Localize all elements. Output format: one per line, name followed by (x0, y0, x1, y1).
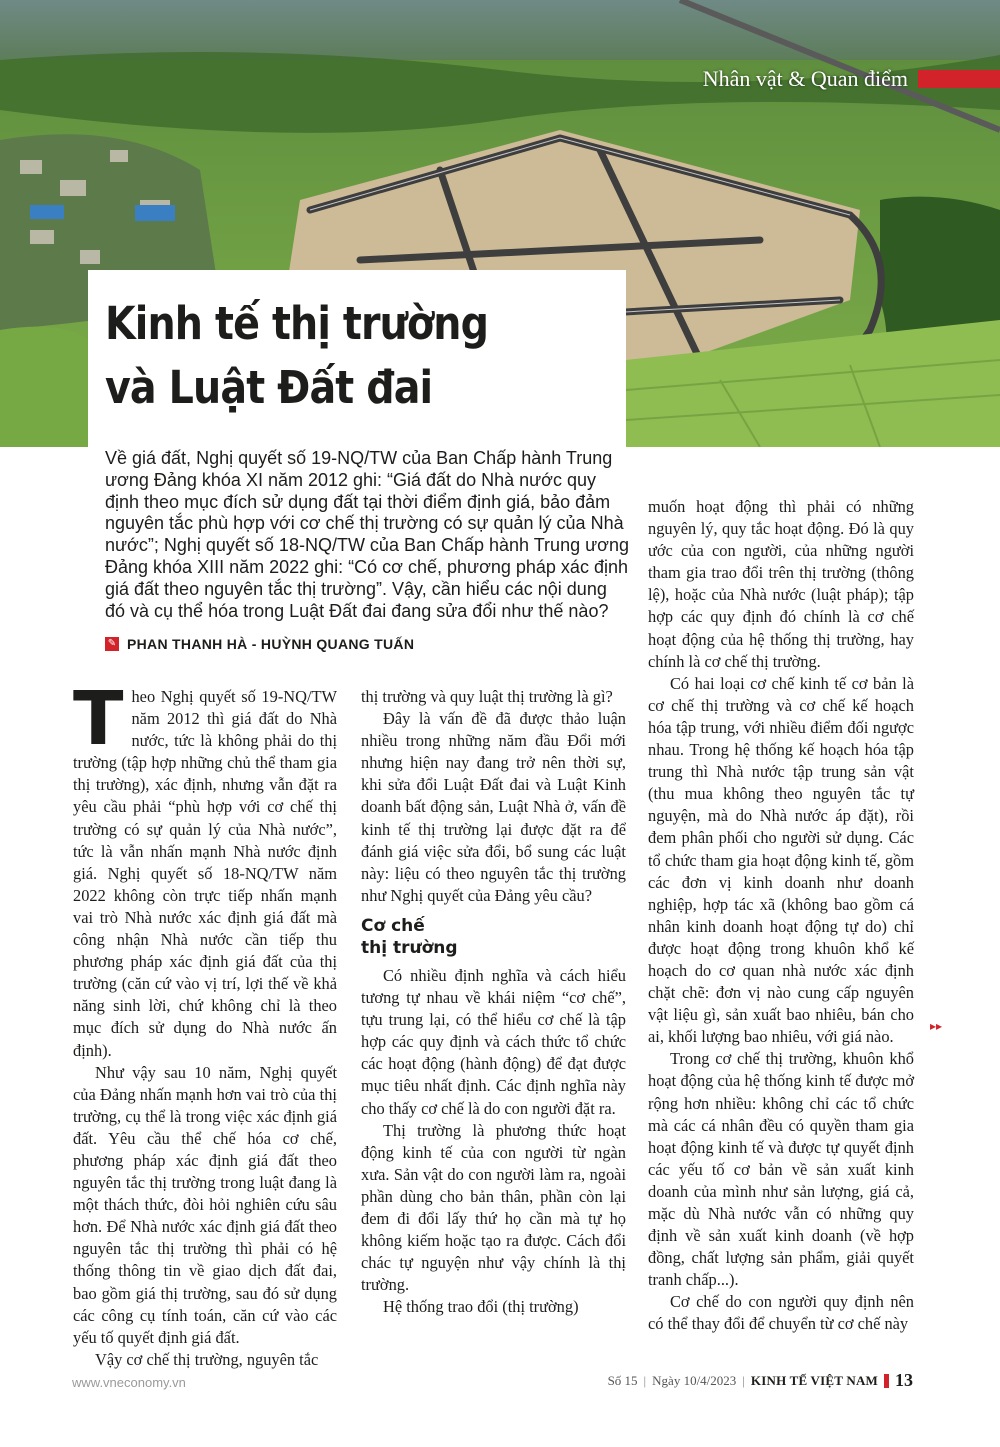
pen-icon: ✎ (105, 637, 119, 651)
article-title-line-2: và Luật Đất đai (105, 361, 433, 414)
footer-separator: | (742, 1372, 745, 1388)
article-title (105, 292, 488, 420)
paragraph: Thị trường là phương thức hoạt động kinh tế của con người từ ngàn xưa. Sản vật do con người làm ra, ngoài phần dùng cho bản thân, phần còn lại đem đi đổi lấy thứ họ cần mà tự họ không kiếm hoặc tạo ra được. Cách đổi chác tự nguyện như vậy chính là thị trường. (361, 1120, 626, 1295)
continue-arrow-icon: ▸▸ (930, 1019, 943, 1033)
section-tag-label: Nhân vật & Quan điểm (702, 66, 908, 91)
paragraph: Như vậy sau 10 năm, Nghị quyết của Đảng nhấn mạnh hơn vai trò của thị trường, cụ thể là trong việc xác định giá đất. Yêu cầu thể chế hóa cơ chế, phương pháp xác định giá đất theo nguyên tắc thị trường trong luật đang là một thách thức, đòi hỏi nghiên cứu sâu hơn. Để Nhà nước xác định giá đất theo nguyên tắc thị trường thì phải có hệ thống thông tin về giao dịch đất đai, bao gồm giá thị trường, sau đó sử dụng các công cụ tính toán, căn cứ vào các yếu tố quyết định giá đất. (73, 1062, 337, 1347)
page-number: 13 (895, 1370, 913, 1390)
subheading-line-2: thị trường (361, 937, 458, 958)
paragraph: Cơ chế do con người quy định nên có thể thay đổi để chuyển từ cơ chế này (648, 1292, 914, 1334)
byline-authors: PHAN THANH HÀ - HUỲNH QUANG TUẤN (127, 636, 415, 652)
paragraph: Có hai loại cơ chế kinh tế cơ bản là cơ chế thị trường và cơ chế kế hoạch hóa tập trung, với nhiều điểm đối ngược nhau. Trong hệ thống kế hoạch hóa tập trung thì Nhà nước tập trung sản vật (thu mua không theo nguyên tắc tự nguyện, mà do Nhà nước áp đặt), rồi đem phân phối cho người sử dụng. Các tổ chức tham gia hoạt động kinh tế, gồm các đơn vị kinh doanh như doanh nghiệp, hợp tác xã (không bao gồm cá nhân kinh doanh hoạt động tự do) chỉ được hoạt động trong khuôn khổ kế hoạch do cơ quan nhà nước xác định chặt chẽ: đơn vị nào cung cấp nguyên vật liệu gì, sản xuất bao nhiêu, bán cho ai, khối lượng bao nhiêu, với giá nào. (648, 673, 914, 1047)
subheading-line-1: Cơ chế (361, 915, 425, 936)
article-lead: Về giá đất, Nghị quyết số 19-NQ/TW của Ban Chấp hành Trung ương Đảng khóa XI năm 2012 ghi: “Giá đất do Nhà nước quy định theo mục đích sử dụng đất tại thời điểm định giá, bảo đảm nguyên tắc phù hợp với cơ chế thị trường có sự quản lý của Nhà nước”; Nghị quyết số 18-NQ/TW của Ban Chấp hành Trung ương Đảng khóa XIII năm 2022 ghi: “Có cơ chế, phương pháp xác định giá đất theo nguyên tắc thị trường”. Vậy, cần hiểu các nội dung đó và cụ thể hóa trong Luật Đất đai đang sửa đổi như thế nào? (105, 448, 629, 621)
footer-separator: | (643, 1372, 647, 1388)
paragraph: Vậy cơ chế thị trường, nguyên tắc (95, 1349, 319, 1369)
paragraph: Trong cơ chế thị trường, khuôn khổ hoạt động của hệ thống kinh tế được mở rộng hơn nhiều: không chỉ các tổ chức mà các cá nhân đều có quyền tham gia hoạt động kinh tế và được tự quyết định các yếu tố cơ bản về sản xuất kinh doanh của mình như sản lượng, giá cả, mặc dù Nhà nước vẫn có những quy định về sản xuất kinh doanh (về hợp đồng, chất lượng sản phẩm, giải quyết tranh chấp...). (648, 1049, 914, 1290)
section-tag-red-bar (918, 70, 1000, 88)
footer-magazine: KINH TẾ VIỆT NAM (750, 1372, 878, 1388)
footer-issue: Số 15 (607, 1372, 638, 1388)
subheading (361, 915, 626, 959)
byline (105, 636, 414, 652)
paragraph (73, 676, 337, 1062)
drop-cap: T (73, 676, 124, 762)
paragraph: Có nhiều định nghĩa và cách hiểu tương tự nhau về khái niệm “cơ chế”, tựu trung lại, có thể hiểu cơ chế là tập hợp các quy định và cách thức tổ chức các hoạt động (hành động) để đạt được mục tiêu nhất định. Các định nghĩa này cho thấy cơ chế là do con người đặt ra. (361, 965, 626, 1118)
footer-red-bar (884, 1374, 889, 1388)
paragraph: Hệ thống trao đổi (thị trường) (383, 1297, 579, 1317)
paragraph: Đây là vấn đề đã được thảo luận nhiều trong những năm đầu Đổi mới nhưng hiện nay đang trở nên thời sự, khi sửa đổi Luật Đất đai và Luật Kinh doanh bất động sản, Luật Nhà ở, vấn đề kinh tế thị trường lại được đặt ra để đánh giá việc sửa đổi, bổ sung các luật này: liệu có theo nguyên tắc thị trường như Nghị quyết của Đảng yêu cầu? (361, 709, 626, 905)
footer-info (608, 1370, 913, 1391)
section-tag (703, 64, 1000, 94)
body-column-1 (73, 676, 337, 1371)
paragraph: thị trường và quy luật thị trường là gì? (361, 687, 613, 706)
paragraph-text: heo Nghị quyết số 19-NQ/TW năm 2012 thì giá đất do Nhà nước, tức là không phải do thị trường (tập hợp những chủ thể tham gia thị trường), xác định, nhưng vẫn đặt ra yêu cầu phải “phù hợp với cơ chế thị trường có sự quản lý của Nhà nước”, tức là vẫn nhấn mạnh Nhà nước định giá. Nghị quyết số 18-NQ/TW năm 2022 không còn trực tiếp nhấn mạnh vai trò Nhà nước xác định giá đất mà công nhận Nhà nước cần tiếp thu phương pháp xác định giá đất của thị trường (căn cứ vào vị trí, lợi thế về khả năng sinh lời, chứ không chỉ là theo mục đích sử dụng do Nhà nước ấn định). (73, 687, 337, 1060)
article-title-line-1: Kinh tế thị trường (105, 297, 489, 350)
body-column-2 (361, 686, 626, 1318)
footer-website: www.vneconomy.vn (72, 1375, 186, 1390)
body-column-3 (648, 496, 914, 1336)
paragraph: muốn hoạt động thì phải có những nguyên lý, quy tắc hoạt động. Đó là quy ước của con người, của những người tham gia trao đổi trên thị trường (thông lệ), hoặc của Nhà nước (luật pháp); tập hợp các quy định đó chính là cơ chế hoạt động của hệ thống thị trường, hay chính là cơ chế thị trường. (648, 497, 914, 671)
footer-date: Ngày 10/4/2023 (652, 1372, 737, 1388)
